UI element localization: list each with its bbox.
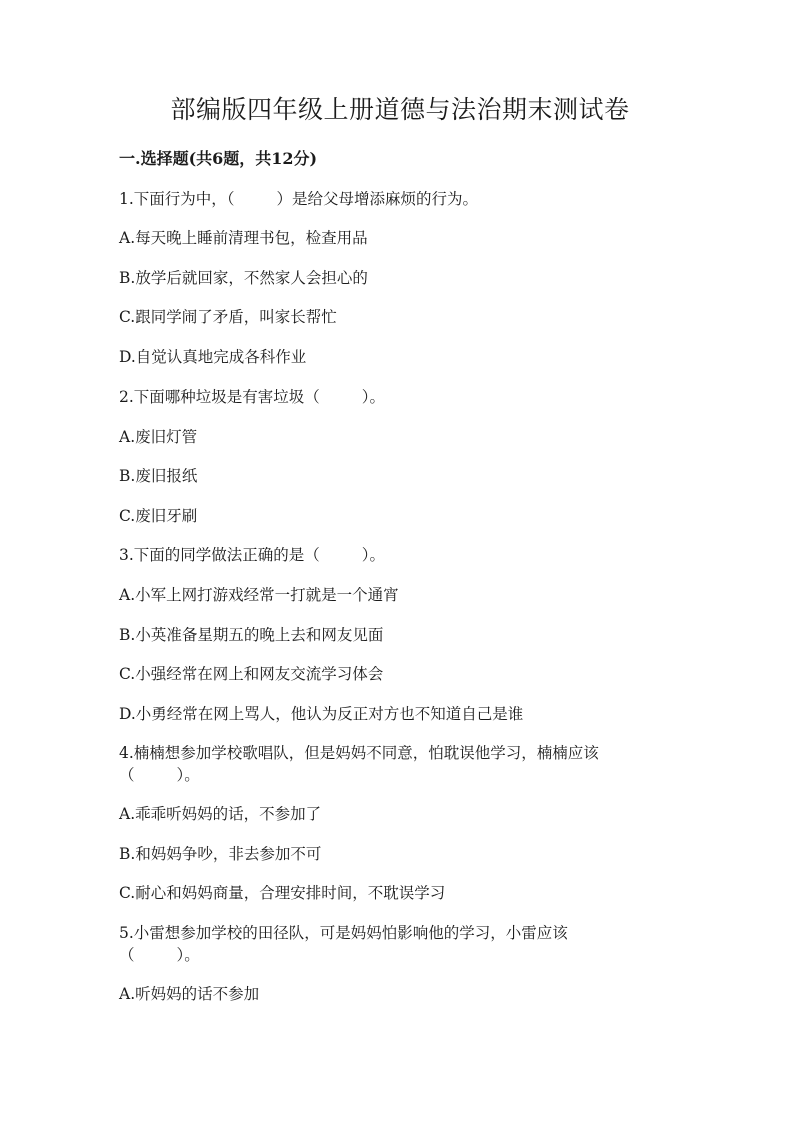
question-4-option-c: C.耐心和妈妈商量，合理安排时间，不耽误学习 [119,884,446,902]
question-3-option-b: B.小英准备星期五的晚上去和网友见面 [119,626,384,644]
question-stem-text: 2.下面哪种垃圾是有害垃圾（ [119,388,320,406]
question-stem-text: （ [119,766,135,784]
question-3-stem [119,544,385,566]
question-5-stem-cont [119,944,200,966]
question-stem-text: 1.下面行为中，（ [119,190,235,208]
question-3-option-a: A.小军上网打游戏经常一打就是一个通宵 [119,586,399,604]
question-stem-text: ）。 [361,388,386,406]
question-3-option-c: C.小强经常在网上和网友交流学习体会 [119,665,384,683]
question-2-option-b: B.废旧报纸 [119,467,198,485]
question-stem-text: ）。 [361,546,386,564]
question-3-option-d: D.小勇经常在网上骂人，他认为反正对方也不知道自己是谁 [119,705,524,723]
exam-title: 部编版四年级上册道德与法治期末测试卷 [170,95,630,124]
question-stem-text: ）。 [176,766,200,784]
question-stem-text: 3.下面的同学做法正确的是（ [119,546,320,564]
question-4-option-b: B.和妈妈争吵，非去参加不可 [119,845,322,863]
question-5-option-a: A.听妈妈的话不参加 [119,985,260,1003]
question-stem-text: ）。 [176,946,200,964]
question-2-option-c: C.废旧牙刷 [119,507,198,525]
question-5-stem: 5.小雷想参加学校的田径队，可是妈妈怕影响他的学习，小雷应该 [119,924,568,942]
question-4-stem: 4.楠楠想参加学校歌唱队，但是妈妈不同意，怕耽误他学习，楠楠应该 [119,744,599,762]
section-heading: 一.选择题(共6题，共12分) [119,149,318,168]
question-1-stem [119,188,478,210]
question-1-option-d: D.自觉认真地完成各科作业 [119,348,307,366]
question-4-option-a: A.乖乖听妈妈的话，不参加了 [119,805,322,823]
question-stem-text: ）是给父母增添麻烦的行为。 [276,190,479,208]
question-1-option-c: C.跟同学闹了矛盾，叫家长帮忙 [119,308,337,326]
question-1-option-b: B.放学后就回家，不然家人会担心的 [119,269,368,287]
question-2-stem [119,386,385,408]
question-2-option-a: A.废旧灯管 [119,428,198,446]
question-1-option-a: A.每天晚上睡前清理书包，检查用品 [119,229,368,247]
question-4-stem-cont [119,764,200,786]
question-stem-text: （ [119,946,135,964]
